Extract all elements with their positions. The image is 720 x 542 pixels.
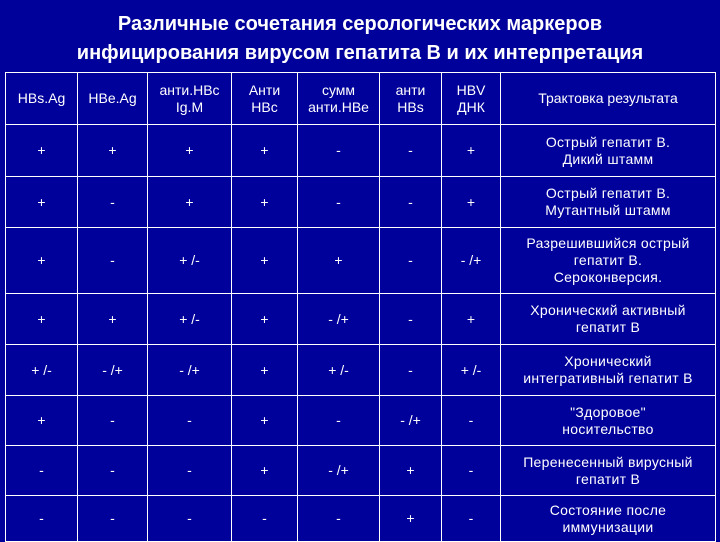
marker-cell: - /+ (148, 345, 232, 396)
marker-cell: - (298, 125, 380, 177)
column-header-line: Анти (248, 81, 281, 98)
marker-cell: - (148, 396, 232, 446)
marker-cell: + /- (6, 345, 78, 396)
marker-cell: - (78, 446, 148, 496)
interpretation-line: Хронический (564, 353, 652, 369)
column-header-line: сумм (321, 81, 356, 98)
marker-cell: + (232, 177, 298, 228)
marker-cell: - (442, 496, 501, 542)
header-row (6, 73, 716, 125)
marker-cell: + (442, 294, 501, 345)
interpretation-line: "Здоровое" (570, 403, 646, 420)
interpretation-line: Острый гепатит В. (545, 133, 671, 150)
marker-cell: - /+ (380, 396, 442, 446)
table-row (6, 228, 716, 294)
table-body (6, 125, 716, 542)
interpretation-cell (501, 345, 716, 396)
marker-cell: - (78, 396, 148, 446)
marker-cell: + (232, 345, 298, 396)
marker-cell: - (380, 228, 442, 294)
column-header (6, 73, 78, 125)
column-header-line: Трактовка результата (538, 90, 678, 106)
table-row (6, 446, 716, 496)
marker-cell: - (380, 294, 442, 345)
title-line-2: инфицирования вирусом гепатита В и их интерпретация (76, 42, 644, 64)
marker-cell: - (6, 496, 78, 542)
interpretation-line: Острый гепатит В. (545, 185, 671, 201)
column-header (442, 73, 501, 125)
interpretation-cell (501, 125, 716, 177)
column-header-line: HBe.Ag (88, 90, 137, 106)
marker-cell: + (232, 446, 298, 496)
serology-table (5, 72, 716, 542)
marker-cell: + /- (148, 294, 232, 345)
marker-cell: + (148, 125, 232, 177)
interpretation-cell (501, 496, 716, 542)
marker-cell: + /- (298, 345, 380, 396)
table-row (6, 125, 716, 177)
marker-cell: - (6, 446, 78, 496)
marker-cell: - (78, 177, 148, 228)
marker-cell: - (442, 446, 501, 496)
column-header-line: ДНК (457, 98, 485, 115)
column-header (501, 73, 716, 125)
interpretation-line: Дикий штамм (562, 150, 654, 167)
interpretation-line: интегративный гепатит В (523, 370, 693, 386)
interpretation-line: носительство (562, 420, 654, 437)
marker-cell: + (442, 177, 501, 228)
marker-cell: + (78, 125, 148, 177)
column-header (298, 73, 380, 125)
marker-cell: - /+ (298, 294, 380, 345)
marker-cell: - (298, 177, 380, 228)
marker-cell: + (380, 496, 442, 542)
interpretation-line: гепатит В (575, 470, 641, 487)
interpretation-cell (501, 294, 716, 345)
interpretation-line: Сероконверсия. (553, 269, 663, 285)
marker-cell: - (148, 446, 232, 496)
marker-cell: + (232, 396, 298, 446)
table-row (6, 496, 716, 542)
marker-cell: + (6, 228, 78, 294)
marker-cell: + (232, 228, 298, 294)
marker-cell: - (232, 496, 298, 542)
interpretation-cell (501, 396, 716, 446)
interpretation-line: Перенесенный вирусный (523, 453, 693, 470)
interpretation-cell (501, 228, 716, 294)
interpretation-cell (501, 446, 716, 496)
column-header-line: Ig.M (175, 98, 204, 115)
table-row (6, 294, 716, 345)
marker-cell: + (148, 177, 232, 228)
column-header-line: HBs (397, 98, 424, 115)
marker-cell: - (78, 228, 148, 294)
column-header-line: анти (395, 81, 426, 98)
marker-cell: + (232, 125, 298, 177)
marker-cell: - (380, 177, 442, 228)
marker-cell: + (298, 228, 380, 294)
table-row (6, 396, 716, 446)
marker-cell: - (298, 496, 380, 542)
column-header-line: анти.HBc (159, 81, 220, 98)
marker-cell: + (380, 446, 442, 496)
marker-cell: - (298, 396, 380, 446)
interpretation-line: иммунизации (562, 518, 654, 535)
interpretation-cell (501, 177, 716, 228)
interpretation-line: Разрешившийся острый (526, 235, 690, 251)
table-row (6, 177, 716, 228)
marker-cell: + (6, 177, 78, 228)
column-header (148, 73, 232, 125)
title-line-1: Различные сочетания серологических маркеров (117, 13, 603, 35)
slide-title (0, 10, 720, 68)
interpretation-line: гепатит В. (573, 252, 643, 268)
interpretation-line: Мутантный штамм (545, 202, 671, 218)
marker-cell: + /- (442, 345, 501, 396)
marker-cell: + (6, 125, 78, 177)
column-header (232, 73, 298, 125)
marker-cell: - /+ (78, 345, 148, 396)
column-header (380, 73, 442, 125)
column-header (78, 73, 148, 125)
marker-cell: + (78, 294, 148, 345)
marker-cell: + (232, 294, 298, 345)
marker-cell: + /- (148, 228, 232, 294)
marker-cell: - (380, 345, 442, 396)
interpretation-line: гепатит В (575, 319, 641, 335)
column-header-line: анти.HBe (308, 98, 369, 115)
marker-cell: - (380, 125, 442, 177)
column-header-line: HBc (251, 98, 278, 115)
marker-cell: + (6, 396, 78, 446)
table-row (6, 345, 716, 396)
marker-cell: - /+ (442, 228, 501, 294)
column-header-line: HBV (456, 81, 486, 98)
marker-cell: - (148, 496, 232, 542)
marker-cell: - (78, 496, 148, 542)
interpretation-line: Хронический активный (530, 302, 686, 318)
column-header-line: HBs.Ag (17, 90, 66, 106)
interpretation-line: Состояние после (549, 501, 667, 518)
marker-cell: - (442, 396, 501, 446)
marker-cell: - /+ (298, 446, 380, 496)
marker-cell: + (442, 125, 501, 177)
marker-cell: + (6, 294, 78, 345)
